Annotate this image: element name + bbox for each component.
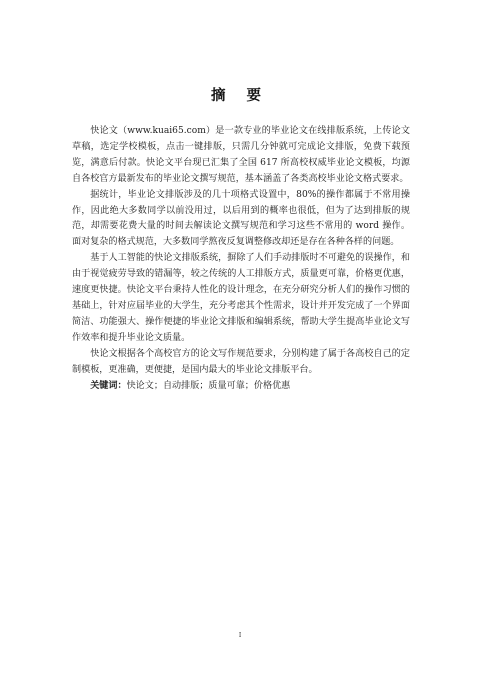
abstract-paragraph-4: 快论文根据各个高校官方的论文写作规范要求，分别构建了属于各高校自己的定制模板，更准确，更便捷，是国内最大的毕业论文排版平台。	[72, 348, 410, 375]
abstract-title: 摘 要	[210, 88, 270, 104]
abstract-body	[72, 124, 410, 394]
keywords-text: 快论文；自动排版；质量可靠；价格优惠	[126, 380, 291, 391]
keywords-line	[72, 379, 410, 395]
page-number: I	[238, 632, 242, 639]
keywords-label: 关键词：	[90, 380, 127, 391]
abstract-paragraph-3: 基于人工智能的快论文排版系统，摒除了人们手动排版时不可避免的误操作，和由于视觉疲劳导致的错漏等，较之传统的人工排版方式，质量更可靠，价格更优惠，速度更快捷。快论文平台秉持人性化的设计理念，在充分研究分析人们的操作习惯的基础上，针对应届毕业的大学生，充分考虑其个性需求，设计并开发完成了一个界面简洁、功能强大、操作便捷的毕业论文排版和编辑系统，帮助大学生提高毕业论文写作效率和提升毕业论文质量。	[72, 253, 410, 343]
abstract-paragraph-2: 据统计，毕业论文排版涉及的几十项格式设置中，80%的操作都属于不常用操作，因此绝大多数同学以前没用过，以后用到的概率也很低，但为了达到排版的规范，却需要花费大量的时间去解读论文撰写规范和学习这些不常用的 word 操作。面对复杂的格式规范，大多数同学熬夜反复调整修改却还是存在各种各样的问题。	[72, 189, 410, 248]
abstract-paragraph-1: 快论文（www.kuai65.com）是一款专业的毕业论文在线排版系统，上传论文草稿，选定学校模板，点击一键排版，只需几分钟就可完成论文排版，免费下载预览，满意后付款。快论文平台现已汇集了全国 617 所高校权威毕业论文模板，均源自各校官方最新发布的毕业论文撰写规范，基本涵盖了各类高校毕业论文格式要求。	[72, 126, 410, 184]
